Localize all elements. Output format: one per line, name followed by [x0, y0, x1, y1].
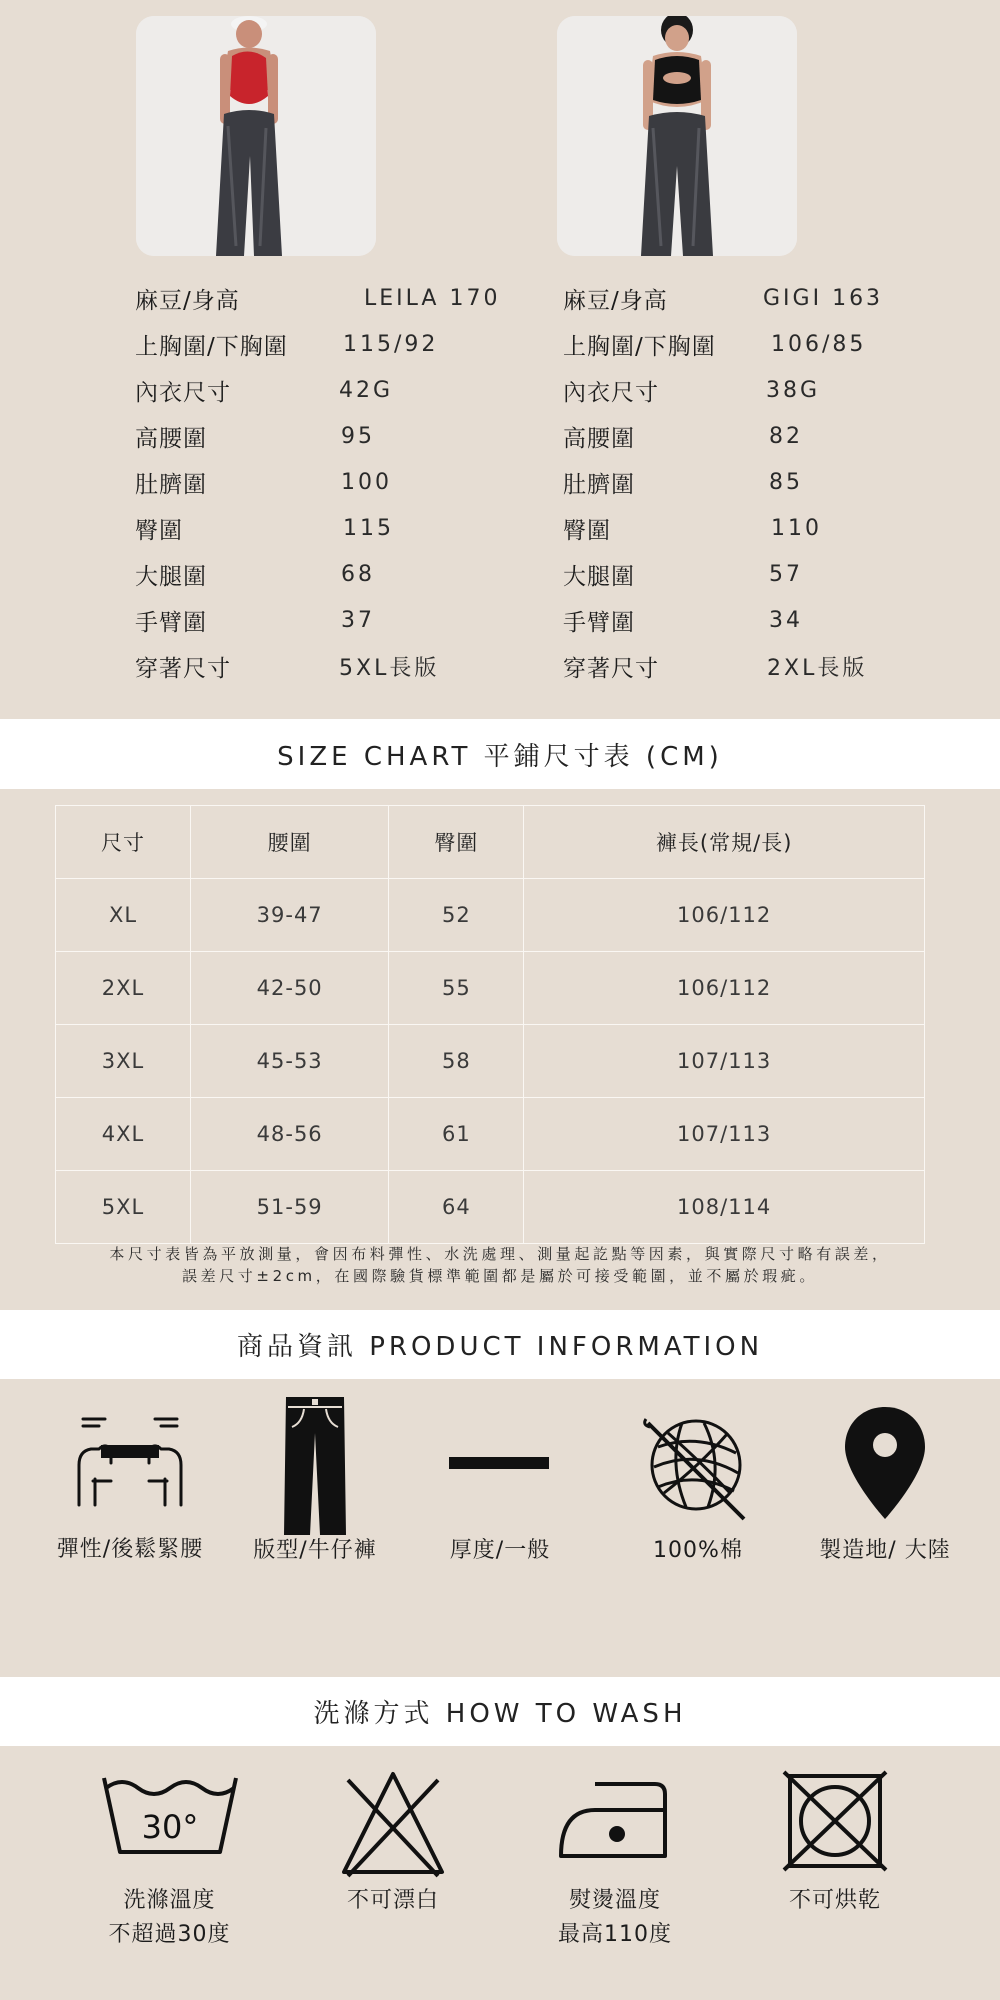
spec-value: 2XL長版 — [767, 655, 868, 681]
spec-label: 麻豆/身高 — [135, 287, 240, 314]
table-cell: 107/113 — [524, 1025, 925, 1098]
thickness-line-icon — [445, 1393, 555, 1538]
spec-value: 37 — [341, 607, 375, 633]
spec-label: 內衣尺寸 — [135, 379, 231, 406]
spec-value: 110 — [771, 515, 822, 541]
table-cell: 4XL — [56, 1098, 191, 1171]
wash-label: 不可漂白 — [346, 1888, 439, 1913]
model-specs-gigi — [563, 275, 943, 689]
table-cell: 3XL — [56, 1025, 191, 1098]
spec-row — [563, 459, 943, 505]
table-cell: 42-50 — [191, 952, 389, 1025]
spec-label: 臀圍 — [135, 517, 183, 544]
spec-label: 肚臍圍 — [135, 471, 207, 498]
product-info-label: 製造地/ 大陸 — [819, 1538, 951, 1563]
spec-value: 115/92 — [343, 331, 439, 357]
spec-row — [563, 275, 943, 321]
table-row — [56, 879, 925, 952]
product-info-item — [40, 1393, 220, 1567]
spec-row — [563, 643, 943, 689]
table-cell: 51-59 — [191, 1171, 389, 1244]
spec-label: 上胸圍/下胸圍 — [563, 333, 716, 360]
jeans-icon — [280, 1393, 350, 1538]
product-info-label: 版型/牛仔褲 — [253, 1538, 377, 1563]
table-cell: 61 — [389, 1098, 524, 1171]
table-row — [56, 1098, 925, 1171]
wash-label: 不超過30度 — [108, 1922, 231, 1947]
wash-30-icon — [100, 1770, 240, 1860]
spec-value: 38G — [766, 377, 821, 403]
spec-row — [563, 367, 943, 413]
table-row — [56, 1171, 925, 1244]
spec-row — [563, 321, 943, 367]
spec-row — [135, 459, 515, 505]
table-cell: 58 — [389, 1025, 524, 1098]
spec-row — [563, 597, 943, 643]
table-cell: 52 — [389, 879, 524, 952]
product-info-item — [608, 1393, 788, 1568]
product-info-item — [230, 1393, 400, 1568]
product-info-title: 商品資訊 PRODUCT INFORMATION — [0, 1310, 1000, 1379]
table-header-cell: 臀圍 — [389, 806, 524, 879]
spec-value: 82 — [769, 423, 803, 449]
spec-label: 上胸圍/下胸圍 — [135, 333, 288, 360]
table-cell: 39-47 — [191, 879, 389, 952]
spec-label: 穿著尺寸 — [563, 655, 659, 682]
stretch-waist-icon — [65, 1393, 195, 1513]
table-header-cell: 尺寸 — [56, 806, 191, 879]
location-pin-icon — [840, 1393, 930, 1538]
spec-value: 57 — [769, 561, 803, 587]
spec-value: GIGI 163 — [763, 285, 884, 311]
no-tumble-dry-icon — [780, 1770, 890, 1880]
wash-item — [318, 1770, 468, 1918]
size-chart-table — [55, 805, 925, 1244]
spec-row — [135, 597, 515, 643]
spec-row — [563, 413, 943, 459]
spec-label: 手臂圍 — [135, 609, 207, 636]
table-cell: 45-53 — [191, 1025, 389, 1098]
spec-row — [135, 275, 515, 321]
spec-label: 手臂圍 — [563, 609, 635, 636]
table-cell: 64 — [389, 1171, 524, 1244]
table-cell: XL — [56, 879, 191, 952]
product-info-label: 100%棉 — [653, 1538, 743, 1563]
spec-value: 100 — [341, 469, 392, 495]
table-header-cell: 褲長(常規/長) — [524, 806, 925, 879]
spec-value: 115 — [343, 515, 394, 541]
product-info-label: 厚度/一般 — [449, 1538, 551, 1563]
size-chart-title: SIZE CHART 平鋪尺寸表 (CM) — [0, 719, 1000, 789]
spec-label: 肚臍圍 — [563, 471, 635, 498]
model-photo-leila — [136, 16, 376, 256]
spec-row — [135, 643, 515, 689]
wash-title: 洗滌方式 HOW TO WASH — [0, 1677, 1000, 1746]
spec-value: 5XL長版 — [339, 655, 440, 681]
table-header-cell: 腰圍 — [191, 806, 389, 879]
spec-value: LEILA 170 — [364, 285, 501, 311]
yarn-ball-icon — [638, 1393, 758, 1538]
wash-temp-text: 30° — [141, 1808, 198, 1846]
wash-label: 熨燙溫度 — [568, 1888, 661, 1913]
spec-row — [135, 413, 515, 459]
spec-label: 高腰圍 — [135, 425, 207, 452]
spec-row — [135, 505, 515, 551]
model-photo-gigi — [557, 16, 797, 256]
product-info-item — [410, 1393, 590, 1568]
wash-item — [760, 1770, 910, 1918]
spec-label: 大腿圍 — [563, 563, 635, 590]
table-cell: 48-56 — [191, 1098, 389, 1171]
spec-label: 高腰圍 — [563, 425, 635, 452]
wash-label: 洗滌溫度 — [123, 1888, 216, 1913]
product-info-label: 彈性/後鬆緊腰 — [56, 1537, 204, 1562]
no-bleach-icon — [338, 1770, 448, 1880]
spec-row — [135, 551, 515, 597]
spec-row — [135, 367, 515, 413]
table-cell: 107/113 — [524, 1098, 925, 1171]
table-cell: 5XL — [56, 1171, 191, 1244]
spec-label: 麻豆/身高 — [563, 287, 668, 314]
table-cell: 55 — [389, 952, 524, 1025]
table-header-row — [56, 806, 925, 879]
table-row — [56, 952, 925, 1025]
wash-item — [92, 1770, 247, 1952]
spec-label: 內衣尺寸 — [563, 379, 659, 406]
spec-row — [563, 551, 943, 597]
spec-value: 42G — [339, 377, 394, 403]
spec-row — [563, 505, 943, 551]
table-cell: 106/112 — [524, 879, 925, 952]
spec-label: 大腿圍 — [135, 563, 207, 590]
spec-value: 85 — [769, 469, 803, 495]
spec-label: 穿著尺寸 — [135, 655, 231, 682]
wash-label: 最高110度 — [558, 1922, 672, 1947]
spec-value: 34 — [769, 607, 803, 633]
table-cell: 106/112 — [524, 952, 925, 1025]
spec-value: 95 — [341, 423, 375, 449]
size-chart-note — [20, 1243, 980, 1287]
table-cell: 2XL — [56, 952, 191, 1025]
wash-item — [540, 1770, 690, 1952]
model-specs-leila — [135, 275, 515, 689]
table-row — [56, 1025, 925, 1098]
spec-value: 68 — [341, 561, 375, 587]
table-cell: 108/114 — [524, 1171, 925, 1244]
spec-value: 106/85 — [771, 331, 867, 357]
wash-label: 不可烘乾 — [788, 1888, 881, 1913]
iron-icon — [555, 1770, 675, 1880]
spec-label: 臀圍 — [563, 517, 611, 544]
spec-row — [135, 321, 515, 367]
note-line: 誤差尺寸±2cm，在國際驗貨標準範圍都是屬於可接受範圍，並不屬於瑕疵。 — [182, 1267, 818, 1285]
product-info-item — [800, 1393, 970, 1568]
note-line: 本尺寸表皆為平放測量，會因布料彈性、水洗處理、測量起訖點等因素，與實際尺寸略有誤差， — [109, 1245, 891, 1263]
